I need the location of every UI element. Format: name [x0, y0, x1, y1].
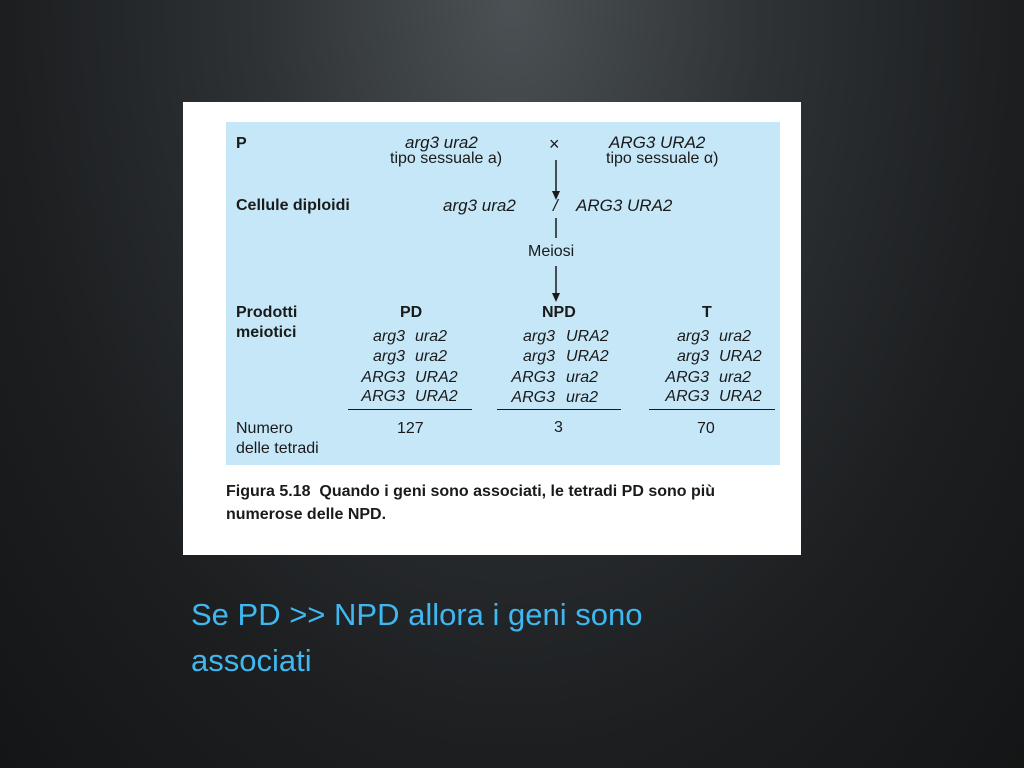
down-arrow-icon — [550, 264, 562, 304]
spore-allele: ura2 — [719, 369, 752, 386]
spore-allele: arg3 — [676, 348, 709, 365]
diploid-cells-label: Cellule diploidi — [236, 197, 350, 214]
parent-a-genotype: arg3 ura2 — [405, 133, 478, 152]
spore-allele: URA2 — [719, 348, 762, 365]
spore-allele: ARG3 — [665, 369, 709, 386]
tetrad-divider — [497, 409, 621, 410]
tetrad-count-label-line2: delle tetradi — [236, 440, 319, 457]
parent-b-genotype: ARG3 URA2 — [609, 133, 706, 152]
tetrad-divider — [348, 409, 472, 410]
connector-line — [550, 216, 562, 238]
tetrad-count-t: 70 — [697, 420, 715, 437]
tetrad-count-label: Numero — [236, 420, 293, 437]
tetrad-type-t: T — [702, 304, 712, 321]
spore-allele: ura2 — [566, 369, 599, 386]
cross-symbol: × — [549, 134, 560, 154]
spore-allele: ARG3 — [361, 388, 405, 405]
spore-allele: arg3 — [522, 348, 555, 365]
spore-allele: arg3 — [372, 348, 405, 365]
spore-allele: URA2 — [415, 369, 458, 386]
tetrad-count-pd: 127 — [397, 420, 424, 437]
spore-allele: ura2 — [415, 348, 448, 365]
spore-allele: ARG3 — [665, 388, 709, 405]
spore-allele: URA2 — [566, 328, 609, 345]
meiosis-label: Meiosi — [528, 243, 575, 260]
parental-label: P — [236, 135, 247, 152]
spore-allele: URA2 — [566, 348, 609, 365]
spore-allele: URA2 — [415, 388, 458, 405]
diploid-separator: / — [553, 196, 558, 215]
spore-allele: ARG3 — [511, 389, 555, 406]
spore-allele: ARG3 — [361, 369, 405, 386]
genetic-cross-diagram — [226, 122, 780, 465]
figure-image — [183, 102, 801, 555]
spore-allele: arg3 — [372, 328, 405, 345]
slide-body-text: Se PD >> NPD allora i geni sono associati — [191, 597, 643, 678]
tetrad-count-npd: 3 — [554, 419, 563, 436]
parent-a-mating-type: tipo sessuale a) — [390, 150, 503, 167]
spore-allele: ura2 — [719, 328, 752, 345]
figure-caption-text: Quando i geni sono associati, le tetradi PD sono più numerose delle NPD. — [226, 483, 715, 523]
meiotic-products-label: Prodotti — [236, 304, 298, 321]
spore-allele: URA2 — [719, 388, 762, 405]
spore-allele: arg3 — [676, 328, 709, 345]
tetrad-divider — [649, 409, 775, 410]
spore-allele: ARG3 — [511, 369, 555, 386]
diploid-right-genotype: ARG3 URA2 — [576, 196, 673, 215]
figure-number: Figura 5.18 — [226, 483, 311, 500]
parent-b-mating-type: tipo sessuale α) — [606, 150, 719, 167]
tetrad-type-npd: NPD — [542, 304, 576, 321]
meiotic-products-label-line2: meiotici — [236, 324, 297, 341]
tetrad-type-pd: PD — [400, 304, 423, 321]
diploid-left-genotype: arg3 ura2 — [443, 196, 516, 215]
spore-allele: ura2 — [415, 328, 448, 345]
spore-allele: ura2 — [566, 389, 599, 406]
figure-caption — [226, 480, 786, 526]
spore-allele: arg3 — [522, 328, 555, 345]
